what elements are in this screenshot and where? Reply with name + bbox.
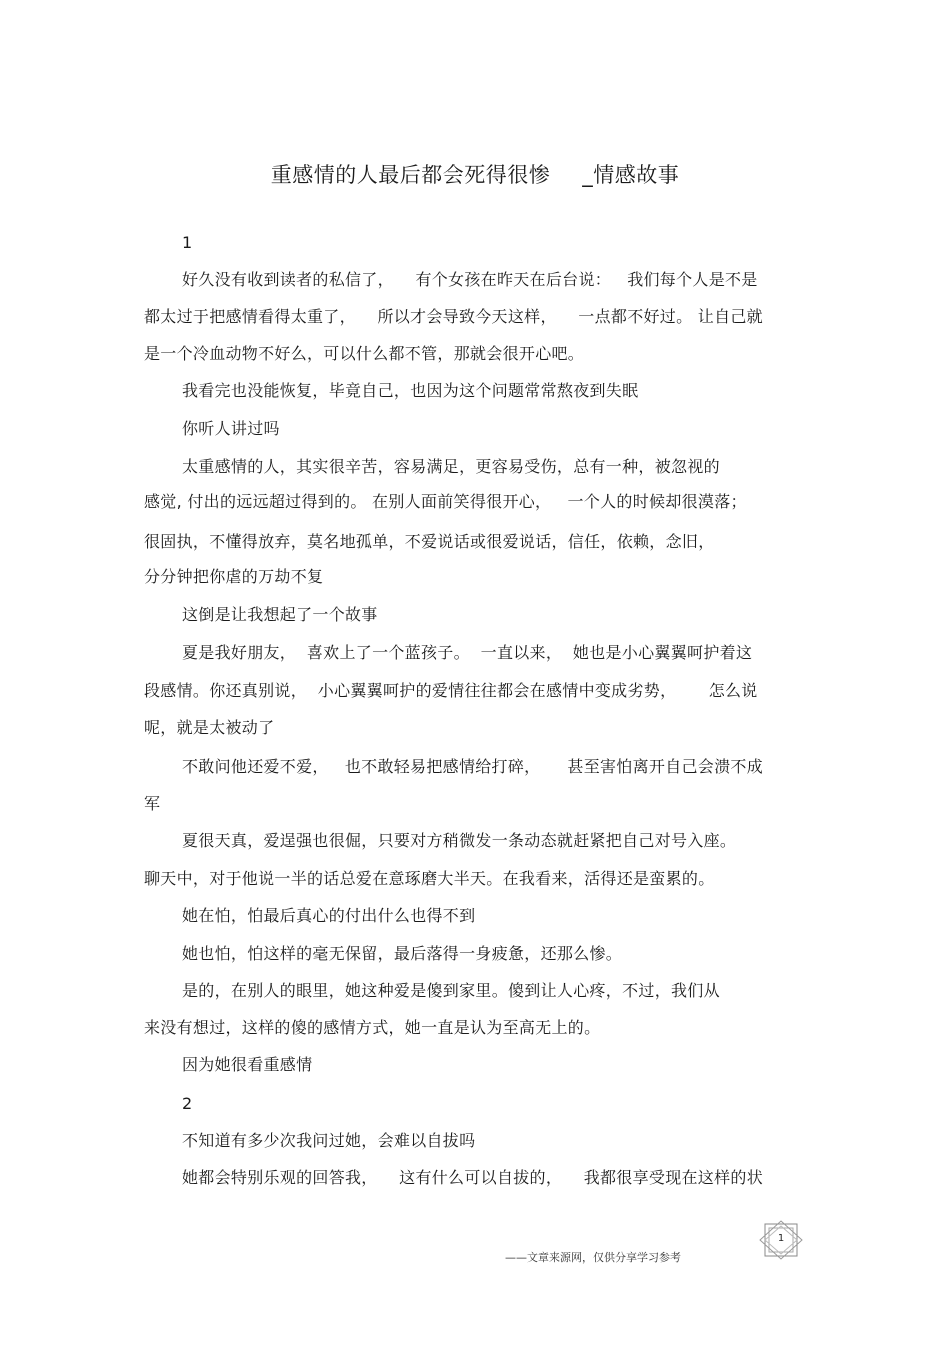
title-suffix: _情感故事: [582, 163, 680, 187]
paragraph-line: 很固执，不懂得放弃，莫名地孤单，不爱说话或很爱说话，信任，依赖，念旧，: [144, 532, 715, 551]
paragraph-line: 分分钟把你虐的万劫不复: [144, 567, 324, 586]
paragraph-line: 我看完也没能恢复，毕竟自己，也因为这个问题常常熬夜到失眠: [182, 381, 639, 400]
paragraph-line: 聊天中，对于他说一半的话总爱在意琢磨大半天。在我看来，活得还是蛮累的。: [144, 869, 715, 888]
paragraph-line: 不敢问他还爱不爱， 也不敢轻易把感情给打碎， 甚至害怕离开自己会溃不成: [182, 757, 763, 776]
paragraph-line: 夏是我好朋友， 喜欢上了一个蓝孩子。 一直以来， 她也是小心翼翼呵护着这: [182, 643, 753, 662]
paragraph-line: 感觉, 付出的远远超过得到的。 在别人面前笑得很开心， 一个人的时候却很漠落；: [144, 492, 747, 511]
paragraph-line: 是一个冷血动物不好么，可以什么都不管，那就会很开心吧。: [144, 344, 585, 363]
paragraph-line: 夏很天真，爱逞强也很倔，只要对方稍微发一条动态就赶紧把自己对号入座。: [182, 831, 737, 850]
section-number: 2: [182, 1094, 193, 1113]
paragraph-line: 她也怕，怕这样的毫无保留，最后落得一身疲惫，还那么惨。: [182, 944, 623, 963]
paragraph-line: 军: [144, 794, 161, 813]
paragraph-line: 段感情。你还真别说， 小心翼翼呵护的爱情往往都会在感情中变成劣势， 怎么说: [144, 681, 758, 700]
title-main: 重感情的人最后都会死得很惨: [270, 163, 551, 187]
paragraph-line: 你听人讲过吗: [182, 419, 280, 438]
paragraph-line: 她在怕，怕最后真心的付出什么也得不到: [182, 906, 476, 925]
section-number: 1: [182, 233, 193, 252]
paragraph-line: 呢，就是太被动了: [144, 718, 275, 737]
page-number: 1: [777, 1233, 785, 1244]
page-title: [0, 159, 950, 189]
paragraph-line: 她都会特别乐观的回答我， 这有什么可以自拔的， 我都很享受现在这样的状: [182, 1168, 763, 1187]
footer-source-note: ——文章来源网，仅供分享学习参考: [505, 1251, 681, 1264]
paragraph-line: 都太过于把感情看得太重了， 所以才会导致今天这样， 一点都不好过。 让自己就: [144, 307, 763, 326]
paragraph-line: 好久没有收到读者的私信了， 有个女孩在昨天在后台说： 我们每个人是不是: [182, 270, 758, 289]
paragraph-line: 这倒是让我想起了一个故事: [182, 605, 378, 624]
paragraph-line: 来没有想过，这样的傻的感情方式，她一直是认为至高无上的。: [144, 1018, 601, 1037]
paragraph-line: 太重感情的人，其实很辛苦，容易满足，更容易受伤，总有一种，被忽视的: [182, 457, 720, 476]
paragraph-line: 因为她很看重感情: [182, 1055, 313, 1074]
paragraph-line: 是的，在别人的眼里，她这种爱是傻到家里。傻到让人心疼，不过，我们从: [182, 981, 720, 1000]
page-number-badge: [757, 1220, 805, 1260]
paragraph-line: 不知道有多少次我问过她，会难以自拔吗: [182, 1131, 476, 1150]
